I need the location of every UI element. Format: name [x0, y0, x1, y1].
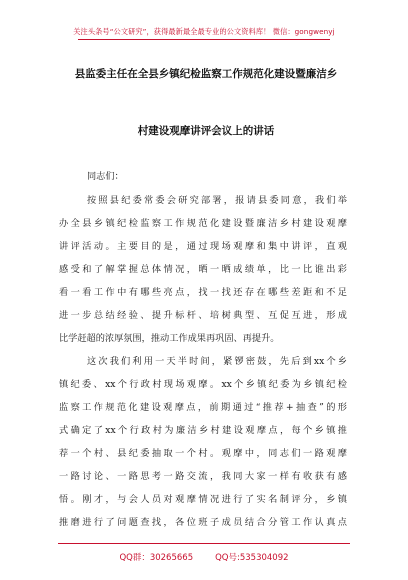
body-line: 式确定了xx个行政村为廉洁乡村建设观摩点，每个乡镇推 — [59, 425, 347, 436]
footer-divider — [58, 543, 350, 544]
body-line: 办全县乡镇纪检监察工作规范化建设暨廉洁乡村建设观摩 — [59, 218, 347, 229]
document-title-line-2: 村建设观摩讲评会议上的讲话 — [137, 125, 275, 137]
body-line: 看一看工作中有哪些亮点，找一找还存在哪些差距和不足 — [59, 287, 347, 298]
body-line: 讲评活动。主要目的是，通过现场观摩和集中讲评，直观 — [59, 241, 347, 252]
body-line: 推磨进行了问题查找，各位班子成员结合分管工作认真点 — [59, 517, 347, 528]
body-line: 一路讨论、一路思考一路交流，我同大家一样有收获有感 — [59, 471, 347, 482]
body-line: 进一步总结经验、提升标杆、培树典型、互促互进，形成 — [59, 310, 347, 321]
body-line: 悟。刚才，与会人员对观摩情况进行了实名制评分，乡镇 — [59, 494, 347, 505]
document-title-line-1: 县监委主任在全县乡镇纪检监察工作规范化建设暨廉洁乡 — [74, 68, 338, 80]
body-line: 镇纪委、xx个行政村现场观摩。xx个乡镇纪委为乡镇纪检 — [59, 379, 347, 390]
body-line: 比学赶超的浓厚氛围，推动工作成果再巩固、再提升。 — [59, 333, 280, 344]
salutation: 同志们： — [87, 171, 124, 182]
body-line: 感受和了解掌握总体情况，晒一晒成绩单，比一比谁出彩 — [59, 264, 347, 275]
body-line: 荐一个村、县纪委抽取一个村。观摩中，同志们一路观摩 — [59, 448, 347, 459]
header-divider — [78, 39, 330, 40]
footer-qq-group: QQ群：30265665 — [119, 553, 194, 563]
body-line: 监察工作规范化建设观摩点，前期通过“推荐+抽查”的形 — [59, 402, 347, 413]
footer-qq-number: QQ号:535304092 — [215, 553, 289, 563]
body-line: 按照县纪委常委会研究部署，报请县委同意，我们举 — [87, 195, 347, 206]
footer-contact — [0, 551, 408, 563]
header-notice: 关注头条号“公文研究”，获得最新最全最专业的公文资料库！ 微信：gongwenyj — [73, 27, 335, 36]
body-line: 这次我们利用一天半时间，紧锣密鼓，先后到xx个乡 — [87, 356, 347, 367]
